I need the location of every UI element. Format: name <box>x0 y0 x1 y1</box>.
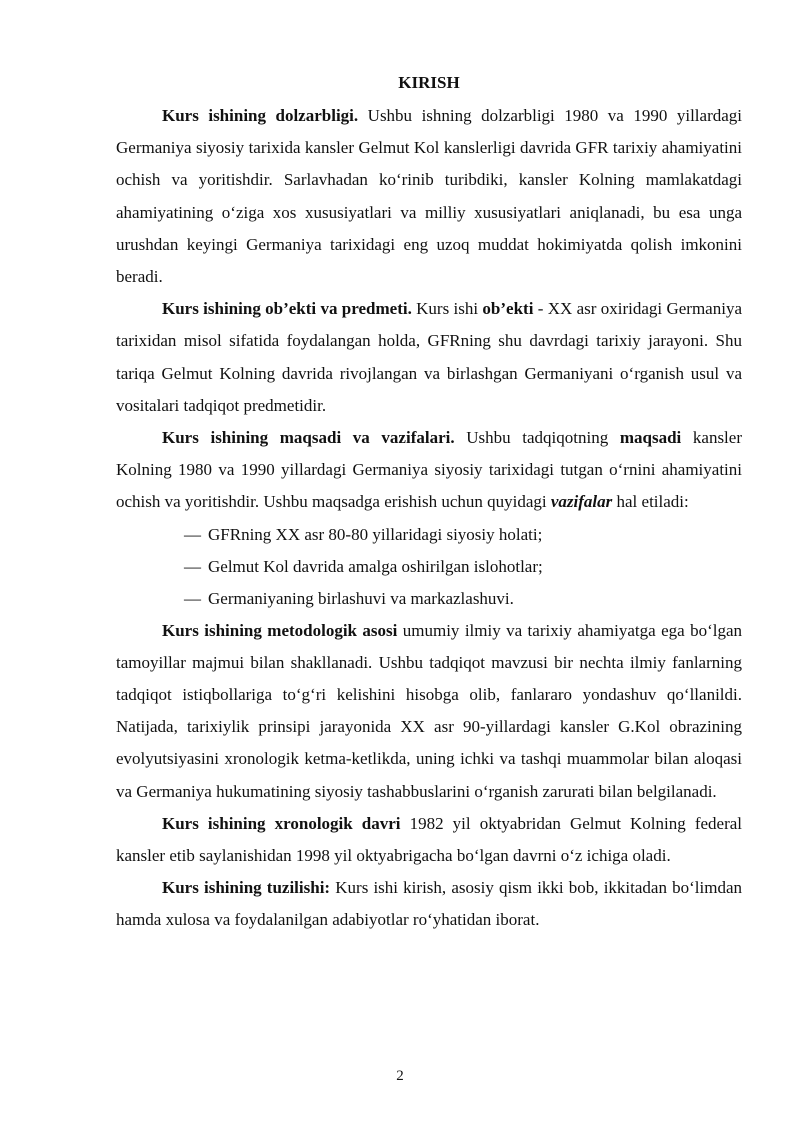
chronology-text: 1982 yil oktyabridan Gelmut Kolning federal kansler etib saylanishidan 1998 yil oktyabrigacha bo‘lgan davrni o‘z ichiga oladi. <box>116 813 742 866</box>
task-text: Germaniyaning birlashuvi va markazlashuvi. <box>208 588 514 608</box>
object-subject-text-a: Kurs ishi <box>411 299 483 319</box>
relevance-text: Ushbu ishning dolzarbligi 1980 va 1990 yillardagi Germaniya siyosiy tarixida kansler Gelmut Kol kanslerligi davrida GFR tarixiy ahamiyatini ochish va yoritishdir. Sarlavhadan ko‘rinib turibdiki, kansler Kolning mamlakatdagi ahamiyatining o‘ziga xos xususiyatlari va milliy xususiyatlari aniqlanadi, bu esa unga urushdan keyingi Germaniya tarixidagi eng uzoq muddat hokimiyatda qolish imkonini beradi. <box>116 106 742 287</box>
goals-tasks-heading: Kurs ishining maqsadi va vazifalari. <box>162 428 455 448</box>
chronology-heading: Kurs ishining xronologik davri <box>162 813 401 833</box>
tasks-list <box>116 519 742 615</box>
methodology-heading: Kurs ishining metodologik asosi <box>162 620 398 640</box>
dash-bullet: — <box>184 556 201 576</box>
methodology-text: umumiy ilmiy va tarixiy ahamiyatga ega bo‘lgan tamoyillar majmui bilan shakllanadi. Ushbu tadqiqot mavzusi bir nechta ilmiy fanlarning tadqiqot istiqbollariga to‘g‘ri kelishini hisobga olib, fanlararo yondashuv qo‘llanildi. Natijada, tarixiylik prinsipi jarayonida XX asr 90-yillardagi kansler G.Kol obrazining evolyutsiyasini xronologik ketma-ketlikda, uning ichki va tashqi muammolar bilan aloqasi va Germaniya hukumatining siyosiy tashabbuslarini o‘rganish zarurati bilan belgilanadi. <box>116 620 742 801</box>
list-item <box>116 583 742 615</box>
goals-text-b: kansler Kolning 1980 va 1990 yillardagi Germaniya siyosiy tarixidagi tutgan o‘rnini ahamiyatini ochish va yoritishdir. Ushbu maqsadga erishish uchun quyidagi <box>116 428 742 512</box>
task-text: GFRning XX asr 80-80 yillaridagi siyosiy holati; <box>208 524 543 544</box>
structure-text: Kurs ishi kirish, asosiy qism ikki bob, ikkitadan bo‘limdan hamda xulosa va foydalanilgan adabiyotlar ro‘yhatidan iborat. <box>116 878 742 930</box>
task-text: Gelmut Kol davrida amalga oshirilgan islohotlar; <box>208 556 543 576</box>
page-number: 2 <box>396 1068 404 1084</box>
object-subject-text-b: - XX asr oxiridagi Germaniya tarixidan misol sifatida foydalangan holda, GFRning shu davrdagi tarixiy jarayoni. Shu tariqa Gelmut Kolning davrida rivojlangan va birlashgan Germaniyani o‘rganish usul va vositalari tadqiqot predmetidir. <box>116 299 742 415</box>
relevance-paragraph <box>116 100 742 293</box>
dash-bullet: — <box>184 524 201 544</box>
list-item <box>116 519 742 551</box>
document-title: KIRISH <box>398 73 460 92</box>
goals-text-a: Ushbu tadqiqotning <box>454 428 620 448</box>
dash-bullet: — <box>184 588 201 608</box>
document-body <box>116 70 742 937</box>
structure-paragraph <box>116 872 742 936</box>
goals-text-c: hal etiladi: <box>612 492 689 512</box>
relevance-heading: Kurs ishining dolzarbligi. <box>162 106 359 125</box>
structure-heading: Kurs ishining tuzilishi: <box>162 878 331 898</box>
goal-emphasis: maqsadi <box>619 428 682 448</box>
list-item <box>116 551 742 583</box>
object-emphasis: ob’ekti <box>482 299 534 319</box>
chronology-paragraph <box>116 808 742 872</box>
goals-tasks-paragraph <box>116 422 742 519</box>
object-subject-paragraph <box>116 293 742 422</box>
tasks-emphasis: vazifalar <box>550 492 613 512</box>
object-subject-heading: Kurs ishining ob’ekti va predmeti. <box>162 299 412 319</box>
methodology-paragraph <box>116 615 742 808</box>
